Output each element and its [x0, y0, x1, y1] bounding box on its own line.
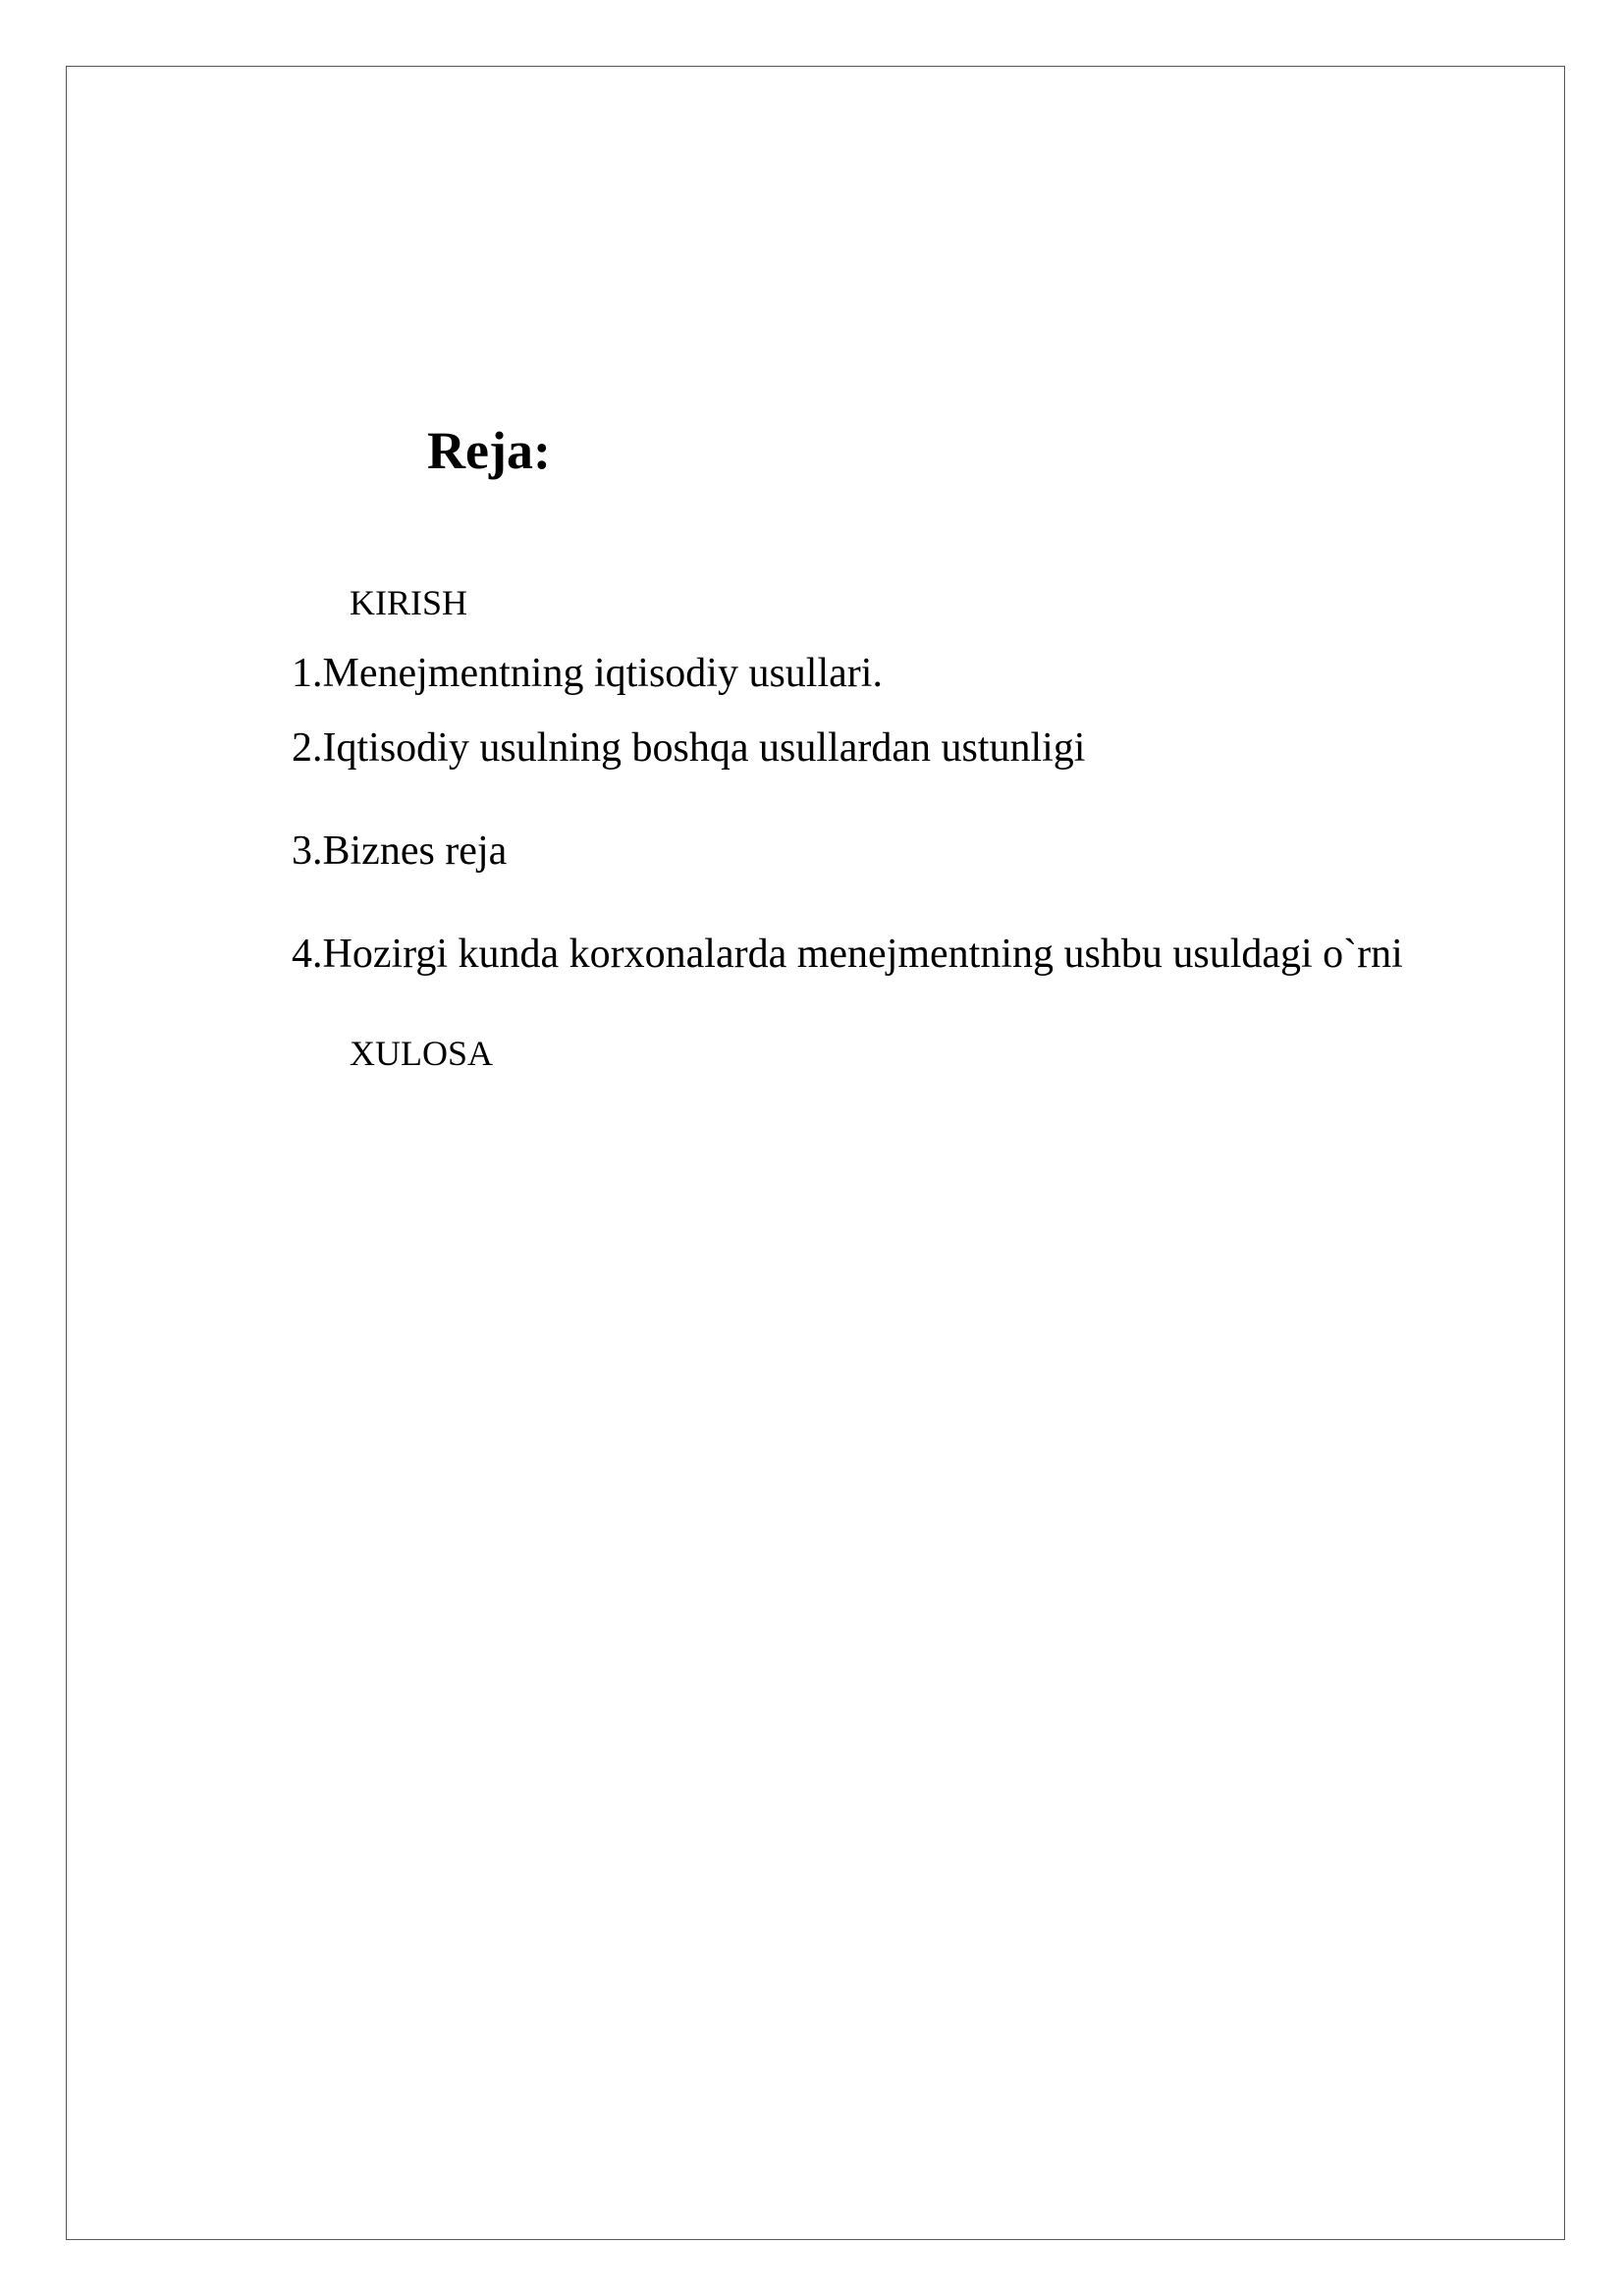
plan-item-4: 4.Hozirgi kunda korxonalarda menejmentning ushbu usuldagi o`rni	[292, 932, 1403, 977]
plan-item-3: 3.Biznes reja	[292, 828, 508, 874]
plan-item-2: 2.Iqtisodiy usulning boshqa usullardan ustunligi	[292, 725, 1086, 771]
page-border	[66, 66, 1565, 2240]
section-intro: KIRISH	[350, 583, 468, 622]
section-conclusion: XULOSA	[350, 1034, 494, 1073]
plan-item-1: 1.Menejmentning iqtisodiy usullari.	[292, 651, 883, 696]
page-title: Reja:	[427, 421, 551, 480]
